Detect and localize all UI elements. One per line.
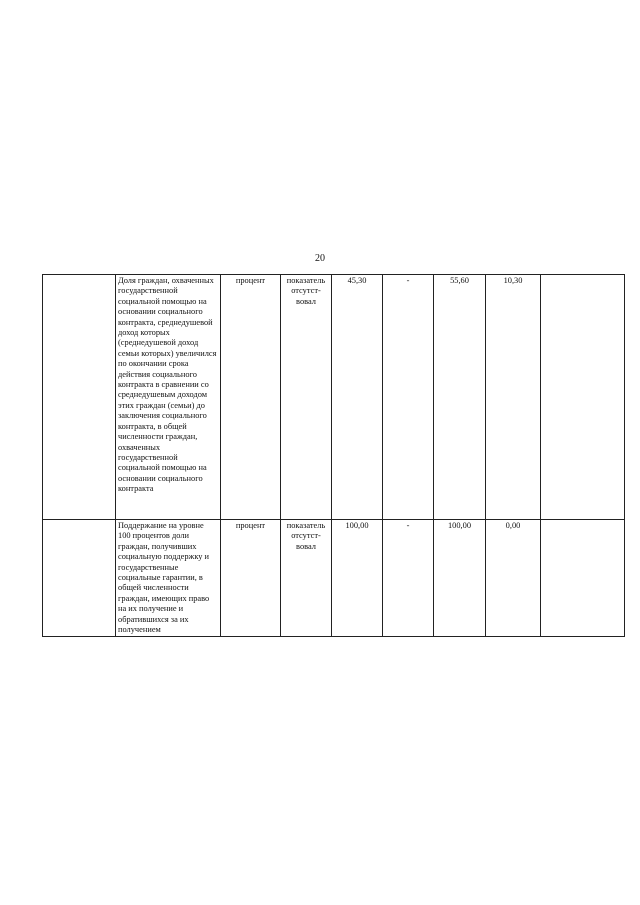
indicator-description-cell [116, 275, 221, 520]
indicators-table [42, 274, 625, 637]
base-value-cell: показатель отсутст- вовал [281, 275, 332, 520]
value-cell: 0,00 [486, 520, 541, 637]
unit-cell: процент [221, 520, 281, 637]
value-cell: - [383, 275, 434, 520]
unit-cell: процент [221, 275, 281, 520]
table-row [43, 520, 625, 637]
table-row [43, 275, 625, 520]
indicator-description-cell [116, 520, 221, 637]
value-cell: 10,30 [486, 275, 541, 520]
indicator-description: Поддержание на уровне 100 процентов доли граждан, получивших социальную поддержку и государственные социальные гарантии, в общей численности граждан, имеющих право на их получение и обратившихся за их получением [118, 521, 210, 635]
base-value-cell: показатель отсутст- вовал [281, 520, 332, 637]
note-cell [541, 275, 625, 520]
value-cell: - [383, 520, 434, 637]
value-cell: 100,00 [332, 520, 383, 637]
indicator-description: Доля граждан, охваченных государственной социальной помощью на основании социального контракта, среднедушевой доход которых (среднедушевой доход семьи которых) увеличился по окончании срока действия социального контракта в сравнении со среднедушевым доходом этих граждан (семьи) до заключения социального контракта, в общей численности граждан, охваченных государственной социальной помощью на основании социального контракта [118, 276, 217, 494]
value-cell: 55,60 [434, 275, 486, 520]
value-cell: 100,00 [434, 520, 486, 637]
page-number: 20 [315, 253, 325, 264]
row-index-cell [43, 520, 116, 637]
value-cell: 45,30 [332, 275, 383, 520]
row-index-cell [43, 275, 116, 520]
note-cell [541, 520, 625, 637]
